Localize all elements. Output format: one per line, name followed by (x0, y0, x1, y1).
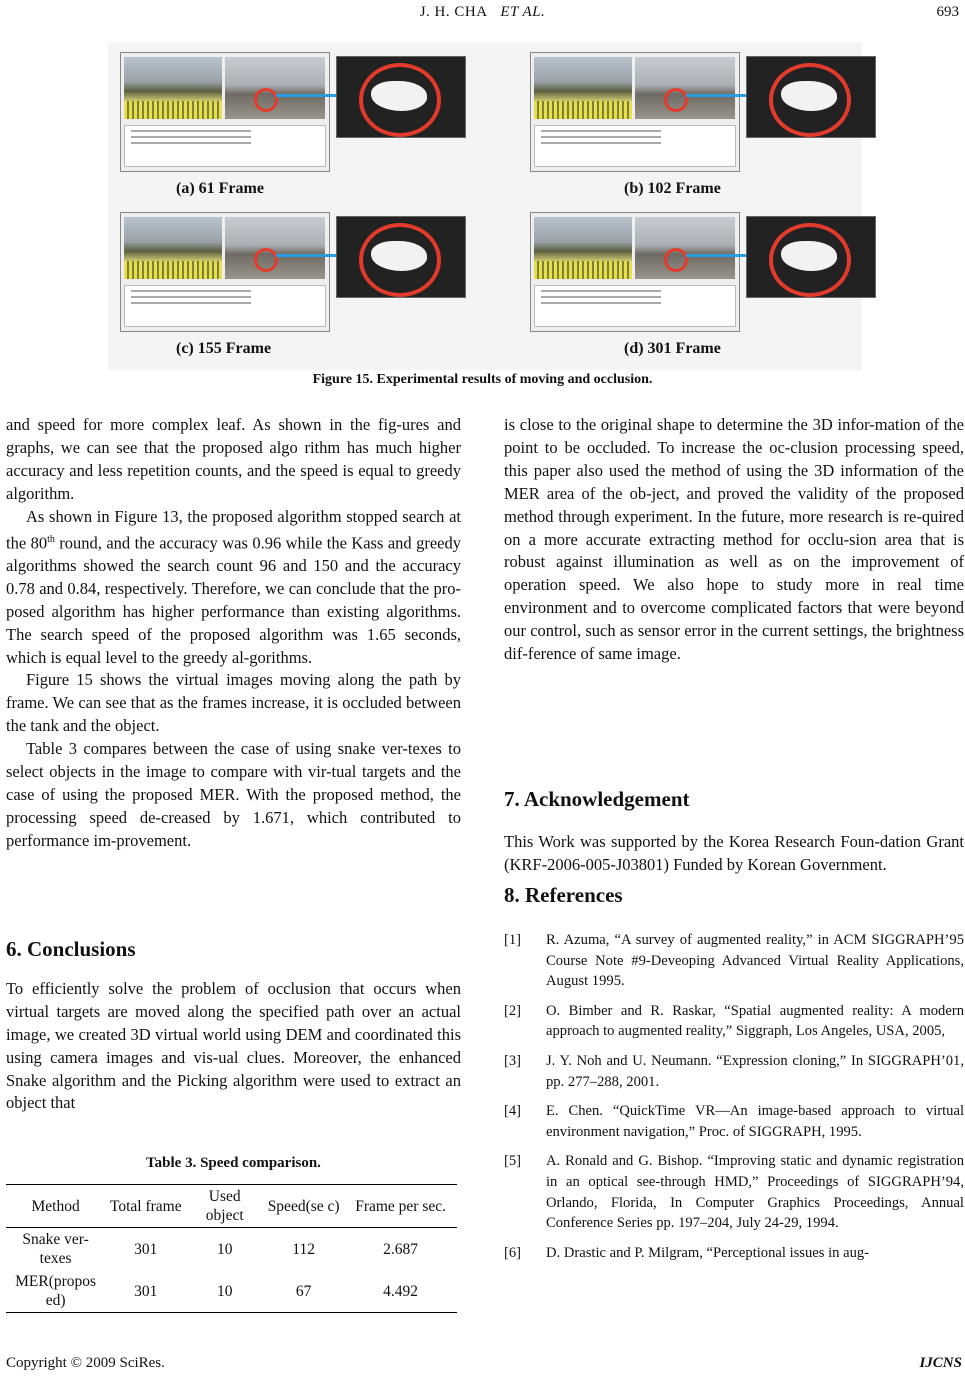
body-paragraph: Figure 15 shows the virtual images moving along the path by frame. We can see that as the frames increase, it is occluded between the tank and the object. (6, 670, 461, 736)
body-paragraph: This Work was supported by the Korea Research Foun-dation Grant (KRF-2006-005-J03801) Funded by Korean Government. (504, 831, 964, 874)
paragraph-text: round, and the accuracy was 0.96 while the Kass and greedy algorithms showed the search count 96 and 150 and the accuracy 0.78 and 0.84, respectively. Therefore, we can conclude that the pro-posed algorithm has higher performance than existing algorithms. The search speed of the proposed algorithm was 1.65 seconds, which is equal level to the greedy al-gorithms. (6, 533, 461, 667)
real-scene-image (225, 57, 325, 119)
virtual-scene-image (124, 217, 222, 279)
references-heading-block (504, 884, 964, 907)
superscript: th (47, 533, 55, 545)
speed-comparison-table (6, 1184, 457, 1313)
zoom-inset-image (336, 56, 466, 138)
page-number: 693 (936, 4, 959, 20)
acknowledgement-section (504, 788, 964, 877)
reference-item (504, 1001, 964, 1042)
page-footer (6, 1355, 962, 1372)
reference-number: [5] (504, 1153, 522, 1170)
highlight-circle (664, 248, 688, 272)
running-header (0, 4, 965, 26)
table-header-row (6, 1185, 457, 1228)
panel-label: (d) 301 Frame (624, 340, 721, 357)
reference-item (504, 930, 964, 992)
log-window (124, 125, 326, 167)
figure-15 (108, 42, 862, 370)
reference-item (504, 1151, 964, 1233)
screenshot-image (120, 52, 330, 172)
column-header: Speed(se c) (267, 1197, 340, 1215)
figure-panel-c (114, 206, 474, 364)
section-heading: 6. Conclusions (6, 937, 136, 961)
reference-item (504, 1243, 964, 1264)
reference-number: [1] (504, 932, 522, 948)
zoom-inset-image (336, 216, 466, 298)
column-header: Method (31, 1197, 80, 1215)
screenshot-image (120, 212, 330, 332)
reference-text: J. Y. Noh and U. Neumann. “Expression cloning,” In SIGGRAPH’01, pp. 277–288, 2001. (546, 1052, 964, 1090)
real-scene-image (635, 57, 735, 119)
log-window (534, 125, 736, 167)
highlight-circle (254, 88, 278, 112)
reference-text: D. Drastic and P. Milgram, “Perceptional issues in aug- (546, 1244, 870, 1261)
figure-panel-b (524, 46, 884, 204)
reference-number: [4] (504, 1103, 522, 1120)
body-paragraph: Table 3 compares between the case of using snake ver-texes to select objects in the image to compare with vir-tual targets and the case of using the proposed MER. With the proposed method, the processing speed de-creased by 1.671, which contributed to performance im-provement. (6, 739, 461, 850)
real-scene-image (635, 217, 735, 279)
reference-item (504, 1101, 964, 1142)
reference-number: [2] (504, 1002, 522, 1019)
table-row (6, 1228, 457, 1271)
reference-text: O. Bimber and R. Raskar, “Spatial augmented reality: A modern approach to augmented reality,” Siggraph, Los Angeles, USA, 2005, (546, 1002, 964, 1040)
table-cell: Snake ver-texes (22, 1231, 89, 1267)
table-cell: 10 (216, 1282, 233, 1300)
running-authors (0, 4, 965, 21)
journal-name: IJCNS (919, 1355, 962, 1371)
virtual-scene-image (124, 57, 222, 119)
table-caption: Table 3. Speed comparison. (146, 1155, 321, 1171)
column-header: Used object (205, 1188, 244, 1224)
column-header: Total frame (109, 1197, 182, 1215)
reference-text: A. Ronald and G. Bishop. “Improving static and dynamic registration in an optical see-through HMD,” Proceedings of SIGGRAPH’94, Orlando, Florida, In Computer Graphics Proceedings, Annual Conference Series pp. 197–204, July 24-29, 1994. (546, 1153, 964, 1232)
panel-label: (a) 61 Frame (176, 180, 264, 197)
figure-caption: Figure 15. Experimental results of moving and occlusion. (312, 372, 653, 387)
references-list (504, 930, 964, 1272)
reference-number: [6] (504, 1244, 522, 1261)
screenshot-image (530, 52, 740, 172)
highlight-circle (254, 248, 278, 272)
conclusions-section (6, 938, 461, 1115)
body-paragraph: To efficiently solve the problem of occlusion that occurs when virtual targets are moved along the specified path over an actual image, we created 3D virtual world using DEM and coordinated this using camera images and vis-ual clues. Moreover, the enhanced Snake algorithm and the Picking algorithm were used to extract an object that (6, 978, 461, 1113)
right-column (504, 414, 964, 666)
reference-text: R. Azuma, “A survey of augmented reality,” in ACM SIGGRAPH’95 Course Note #9-Deveoping Advanced Virtual Reality Applications, August 1995. (546, 932, 964, 990)
body-paragraph (6, 506, 461, 670)
screenshot-image (530, 212, 740, 332)
reference-text: E. Chen. “QuickTime VR—An image-based approach to virtual environment navigation,” Proc. of SIGGRAPH, 1995. (546, 1103, 964, 1140)
copyright-notice: Copyright © 2009 SciRes. (6, 1355, 165, 1371)
log-window (534, 285, 736, 327)
et-al: ET AL. (500, 4, 546, 20)
virtual-scene-image (534, 57, 632, 119)
table-cell: 112 (292, 1240, 315, 1258)
highlight-circle (664, 88, 688, 112)
table-cell: MER(propos ed) (15, 1273, 97, 1309)
table-cell: 301 (134, 1282, 158, 1300)
left-column (6, 414, 461, 853)
zoom-inset-image (746, 56, 876, 138)
log-window (124, 285, 326, 327)
table-cell: 301 (134, 1240, 158, 1258)
panel-label: (b) 102 Frame (624, 180, 721, 197)
body-paragraph: is close to the original shape to determine the 3D infor-mation of the point to be occluded. To increase the oc-clusion processing speed, this paper also used the method of using the 3D information of the MER area of the ob-ject, and proved the validity of the proposed method through experiment. In the future, more research is re-quired on a more accurate extracting method for occlu-sion area that is robust against illumination as well as on the improvement of operation speed. We also hope to study more in real time environment and to overcome complicated factors that were beyond our control, such as sensor error in the current settings, the brightness dif-ference of same image. (504, 415, 964, 664)
section-heading: 7. Acknowledgement (504, 787, 690, 811)
author-name: J. H. CHA (419, 4, 488, 20)
table-cell: 67 (295, 1282, 312, 1300)
reference-number: [3] (504, 1052, 522, 1069)
table-cell: 10 (216, 1240, 233, 1258)
virtual-scene-image (534, 217, 632, 279)
zoom-inset-image (746, 216, 876, 298)
paragraph-text: As shown in Figure 13, the proposed algorithm stopped search at the 80 (6, 506, 461, 553)
section-heading: 8. References (504, 883, 623, 907)
table-row (6, 1270, 457, 1313)
table-cell: 2.687 (383, 1240, 419, 1258)
table-cell: 4.492 (383, 1282, 419, 1300)
panel-label: (c) 155 Frame (176, 340, 272, 357)
figure-panel-a (114, 46, 474, 204)
figure-panel-d (524, 206, 884, 364)
reference-item (504, 1051, 964, 1092)
column-header: Frame per sec. (355, 1197, 447, 1215)
body-paragraph: and speed for more complex leaf. As shown in the fig-ures and graphs, we can see that the proposed algo rithm has much higher accuracy and less repetition counts, and the speed is equal to greedy algorithm. (6, 415, 461, 503)
real-scene-image (225, 217, 325, 279)
